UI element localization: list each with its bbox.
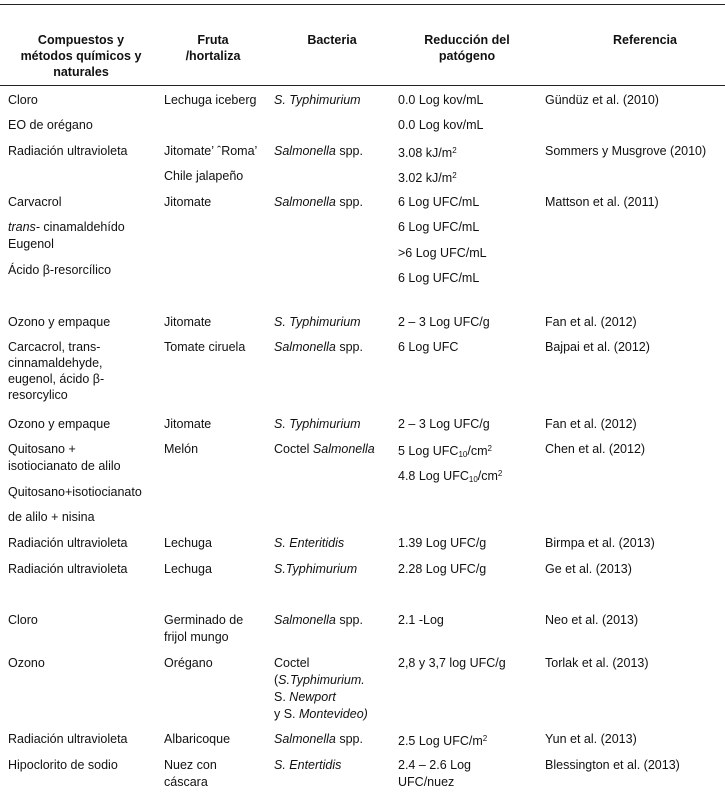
cell-bacteria <box>274 731 363 747</box>
reduccion-unit: /cm <box>467 444 488 458</box>
cell-reduccion <box>398 168 457 186</box>
cell-referencia: Torlak et al. (2013) <box>545 656 649 670</box>
cell-metodo: Ozono y empaque <box>8 417 111 431</box>
cell-bacteria: S.Typhimurium <box>274 562 358 576</box>
cell-bacteria: Coctel <box>274 656 310 670</box>
cell-fruta: cáscara <box>164 775 208 789</box>
reduccion-text: 3.02 kJ/m <box>398 171 453 185</box>
cell-metodo: Eugenol <box>8 237 54 251</box>
header-rule <box>0 85 725 86</box>
cell-metodo: Carvacrol <box>8 195 62 209</box>
header-bacteria <box>280 32 384 48</box>
cell-fruta: Tomate ciruela <box>164 340 246 354</box>
cell-metodo: Ozono <box>8 656 45 670</box>
superscript: 2 <box>482 734 488 743</box>
reduccion-text: 3.08 kJ/m <box>398 146 453 160</box>
header-text: patógeno <box>438 49 496 63</box>
cell-reduccion: 1.39 Log UFC/g <box>398 536 487 550</box>
cell-referencia: Bajpai et al. (2012) <box>545 340 650 354</box>
cell-referencia: Ge et al. (2013) <box>545 562 632 576</box>
cell-reduccion: 6 Log UFC <box>398 340 459 354</box>
cell-fruta: Jitomate’ ˆRoma’ <box>164 144 258 158</box>
cell-metodo: Carcacrol, trans- <box>8 340 101 354</box>
bacteria-italic: Newport <box>289 690 336 704</box>
cell-reduccion: UFC/nuez <box>398 775 455 789</box>
cell-reduccion: 2.1 -Log <box>398 613 444 627</box>
cell-referencia: Birmpa et al. (2013) <box>545 536 655 550</box>
cell-fruta: Jitomate <box>164 417 212 431</box>
cell-bacteria <box>274 194 363 210</box>
cell-bacteria: S. Typhimurium <box>274 417 361 431</box>
bacteria-pre: ( <box>274 673 279 687</box>
subscript: 10 <box>458 450 468 459</box>
cell-referencia: Gündüz et al. (2010) <box>545 93 659 107</box>
cell-metodo: Cloro <box>8 93 38 107</box>
cell-fruta: Orégano <box>164 656 213 670</box>
cell-bacteria <box>274 339 363 355</box>
cell-fruta: Nuez con <box>164 758 217 772</box>
cell-bacteria: S. Enteritidis <box>274 536 345 550</box>
reduccion-unit: /cm <box>477 469 498 483</box>
header-fruta <box>160 32 266 64</box>
cell-reduccion: 0.0 Log kov/mL <box>398 118 484 132</box>
bacteria-italic: Montevideo) <box>299 707 368 721</box>
bacteria-pre: y S. <box>274 707 300 721</box>
cell-bacteria: S. Typhimurium <box>274 93 361 107</box>
cell-metodo: Radiación ultravioleta <box>8 536 128 550</box>
table-top-rule <box>0 4 725 5</box>
cell-reduccion <box>398 143 457 161</box>
cell-fruta: Melón <box>164 442 199 456</box>
superscript: 2 <box>452 171 457 180</box>
reduccion-text: 5 Log UFC <box>398 444 459 458</box>
cell-bacteria <box>274 689 336 705</box>
superscript: 2 <box>452 146 457 155</box>
cell-metodo: de alilo + nisina <box>8 510 95 524</box>
cell-reduccion: >6 Log UFC/mL <box>398 246 487 260</box>
cell-metodo: Radiación ultravioleta <box>8 732 128 746</box>
cell-reduccion <box>398 731 487 749</box>
cell-bacteria <box>274 672 365 688</box>
bacteria-rest: spp. <box>335 195 363 209</box>
cell-metodo <box>8 219 125 235</box>
bacteria-pre: S. <box>274 690 290 704</box>
header-text: Referencia <box>613 33 677 47</box>
cell-bacteria <box>274 441 375 457</box>
cell-fruta: Lechuga <box>164 562 212 576</box>
bacteria-rest: spp. <box>335 340 363 354</box>
cell-referencia: Neo et al. (2013) <box>545 613 639 627</box>
subscript: 10 <box>468 475 478 484</box>
cell-bacteria <box>274 143 363 159</box>
cell-bacteria <box>274 706 368 722</box>
reduccion-text: 2.5 Log UFC/m <box>398 734 483 748</box>
bacteria-italic: Salmonella <box>274 732 336 746</box>
cell-bacteria: S. Entertidis <box>274 758 342 772</box>
cell-referencia: Fan et al. (2012) <box>545 315 637 329</box>
header-text: Bacteria <box>307 33 357 47</box>
bacteria-italic: Salmonella <box>274 144 336 158</box>
cell-reduccion: 2,8 y 3,7 log UFC/g <box>398 656 506 670</box>
cell-reduccion: 2 – 3 Log UFC/g <box>398 315 490 329</box>
bacteria-italic: Salmonella <box>274 340 336 354</box>
cell-metodo: eugenol, ácido β- <box>8 372 105 386</box>
bacteria-italic: Salmonella <box>312 442 375 456</box>
cell-referencia: Chen et al. (2012) <box>545 442 646 456</box>
cell-referencia: Fan et al. (2012) <box>545 417 637 431</box>
cell-referencia: Mattson et al. (2011) <box>545 195 659 209</box>
superscript: 2 <box>497 469 503 478</box>
cell-metodo: Cloro <box>8 613 38 627</box>
cell-reduccion: 6 Log UFC/mL <box>398 195 480 209</box>
header-text: /hortaliza <box>185 49 241 63</box>
cell-fruta: frijol mungo <box>164 630 229 644</box>
cell-fruta: Lechuga <box>164 536 212 550</box>
reduccion-text: 4.8 Log UFC <box>398 469 469 483</box>
cell-reduccion: 2 – 3 Log UFC/g <box>398 417 490 431</box>
cell-bacteria: S. Typhimurium <box>274 315 361 329</box>
cell-reduccion: 2.4 – 2.6 Log <box>398 758 471 772</box>
cell-metodo: cinnamaldehyde, <box>8 356 103 370</box>
cell-reduccion: 2.28 Log UFC/g <box>398 562 487 576</box>
cell-referencia: Yun et al. (2013) <box>545 732 637 746</box>
cell-reduccion: 6 Log UFC/mL <box>398 220 480 234</box>
header-text: Reducción del <box>424 33 510 47</box>
cell-metodo: Quitosano + <box>8 442 76 456</box>
header-text: métodos químicos y <box>20 49 142 63</box>
bacteria-pre: Coctel <box>274 442 313 456</box>
bacteria-italic: Salmonella <box>274 613 336 627</box>
cell-metodo: EO de orégano <box>8 118 93 132</box>
bacteria-rest: spp. <box>335 613 363 627</box>
cell-reduccion <box>398 466 502 488</box>
bacteria-italic: S.Typhimurium. <box>278 673 365 687</box>
header-compuestos <box>8 32 154 80</box>
cell-fruta: Chile jalapeño <box>164 169 244 183</box>
cell-referencia: Blessington et al. (2013) <box>545 758 680 772</box>
metodo-italic: trans- <box>8 220 40 234</box>
cell-metodo: Hipoclorito de sodio <box>8 758 118 772</box>
cell-fruta: Jitomate <box>164 195 212 209</box>
bacteria-italic: Salmonella <box>274 195 336 209</box>
cell-fruta: Albaricoque <box>164 732 231 746</box>
cell-fruta: Jitomate <box>164 315 212 329</box>
header-text: naturales <box>53 65 109 79</box>
cell-reduccion: 6 Log UFC/mL <box>398 271 480 285</box>
cell-reduccion <box>398 441 492 463</box>
header-reduccion <box>404 32 530 64</box>
cell-metodo: Ácido β-resorcílico <box>8 263 112 277</box>
cell-metodo: resorcylico <box>8 388 68 402</box>
cell-metodo: Ozono y empaque <box>8 315 111 329</box>
header-text: Compuestos y <box>37 33 125 47</box>
header-referencia <box>570 32 720 48</box>
bacteria-rest: spp. <box>335 732 363 746</box>
bacteria-rest: spp. <box>335 144 363 158</box>
metodo-rest: cinamaldehído <box>39 220 125 234</box>
cell-reduccion: 0.0 Log kov/mL <box>398 93 484 107</box>
cell-referencia: Sommers y Musgrove (2010) <box>545 144 707 158</box>
cell-metodo: isotiocianato de alilo <box>8 459 121 473</box>
cell-metodo: Quitosano+isotiocianato <box>8 485 142 499</box>
header-text: Fruta <box>197 33 229 47</box>
cell-bacteria <box>274 612 363 628</box>
cell-fruta: Germinado de <box>164 613 244 627</box>
cell-metodo: Radiación ultravioleta <box>8 562 128 576</box>
superscript: 2 <box>487 444 492 453</box>
cell-metodo: Radiación ultravioleta <box>8 144 128 158</box>
cell-fruta: Lechuga iceberg <box>164 93 257 107</box>
